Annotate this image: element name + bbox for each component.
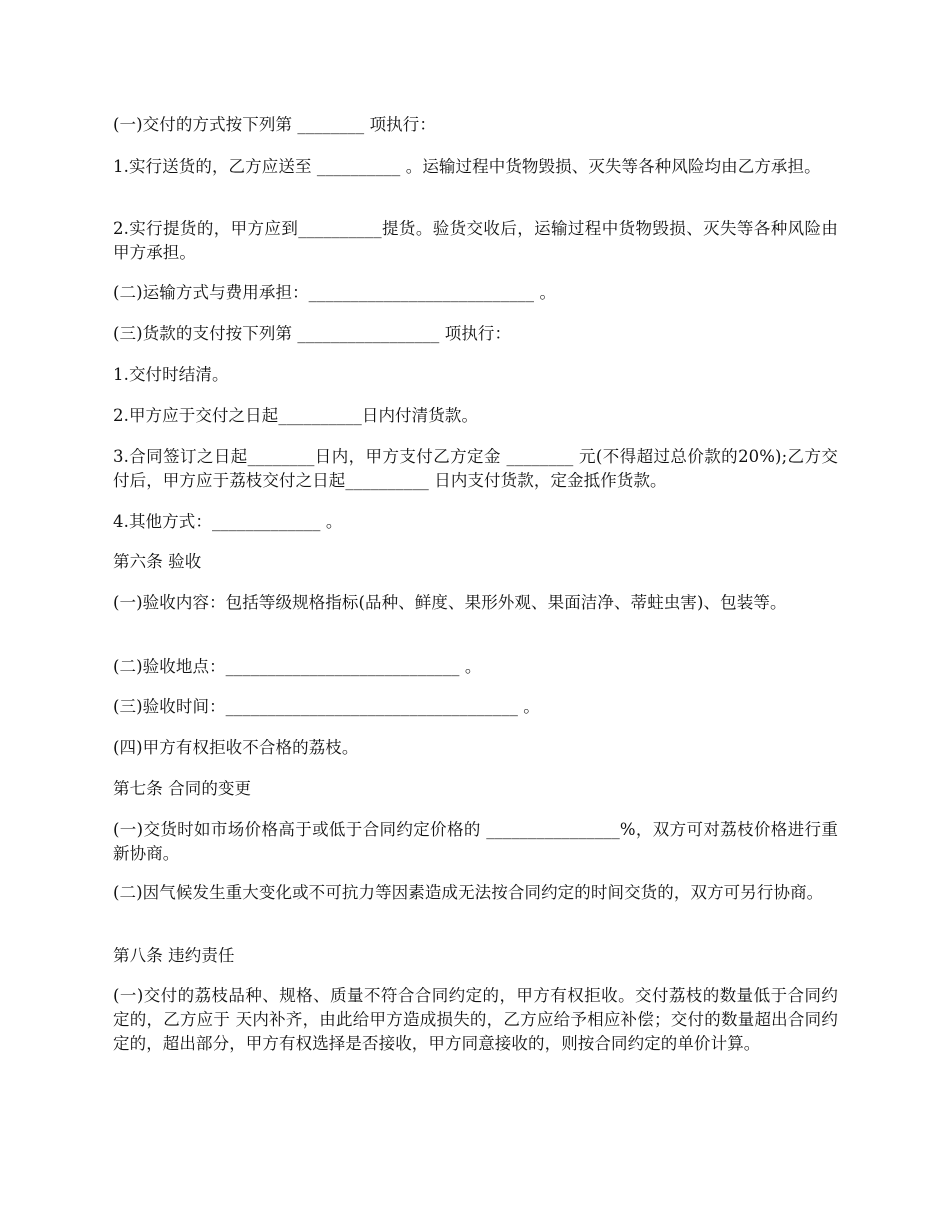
article-6-heading: 第六条 验收 xyxy=(113,552,202,571)
force-majeure-clause: (二)因气候发生重大变化或不可抗力等因素造成无法按合同约定的时间交货的，双方可另行协商。 xyxy=(113,883,824,902)
inspection-location-clause: (二)验收地点：____________________________ 。 xyxy=(113,657,482,676)
delivery-by-seller-clause: 1.实行送货的，乙方应送至 __________ 。运输过程中货物毁损、灭失等各种风险均由乙方承担。 xyxy=(113,157,821,176)
payment-option-2: 2.甲方应于交付之日起__________日内付清货款。 xyxy=(113,406,479,425)
article-7-heading: 第七条 合同的变更 xyxy=(113,779,252,798)
payment-option-1: 1.交付时结清。 xyxy=(113,365,229,384)
payment-option-4: 4.其他方式：_____________ 。 xyxy=(113,512,343,531)
payment-option-3: 3.合同签订之日起________日内，甲方支付乙方定金 ________ 元(不得超过总价款的20%);乙方交付后，甲方应于荔枝交付之日起__________ 日内支付货款，定金抵作货款。 xyxy=(113,447,838,490)
payment-method-clause: (三)货款的支付按下列第 _________________ 项执行： xyxy=(113,324,512,343)
pickup-by-buyer-clause: 2.实行提货的，甲方应到__________提货。验货交收后，运输过程中货物毁损、灭失等各种风险由甲方承担。 xyxy=(113,219,838,262)
delivery-method-clause: (一)交付的方式按下列第 ________ 项执行： xyxy=(113,115,436,134)
rejection-right-clause: (四)甲方有权拒收不合格的荔枝。 xyxy=(113,738,359,757)
article-8-heading: 第八条 违约责任 xyxy=(113,946,235,965)
document-page xyxy=(113,0,838,1230)
breach-liability-clause: (一)交付的荔枝品种、规格、质量不符合合同约定的，甲方有权拒收。交付荔枝的数量低于合同约定的，乙方应于 天内补齐，由此给甲方造成损失的，乙方应给予相应补偿；交付的数量超出合同约定的，超出部分，甲方有权选择是否接收，甲方同意接收的，则按合同约定的单价计算。 xyxy=(113,986,838,1053)
inspection-time-clause: (三)验收时间：___________________________________ 。 xyxy=(113,697,540,716)
price-renegotiation-clause: (一)交货时如市场价格高于或低于合同约定价格的 ________________%，双方可对荔枝价格进行重新协商。 xyxy=(113,820,838,863)
transport-cost-clause: (二)运输方式与费用承担：___________________________ 。 xyxy=(113,283,557,302)
inspection-content-clause: (一)验收内容：包括等级规格指标(品种、鲜度、果形外观、果面洁净、蒂蛀虫害)、包装等。 xyxy=(113,593,787,612)
